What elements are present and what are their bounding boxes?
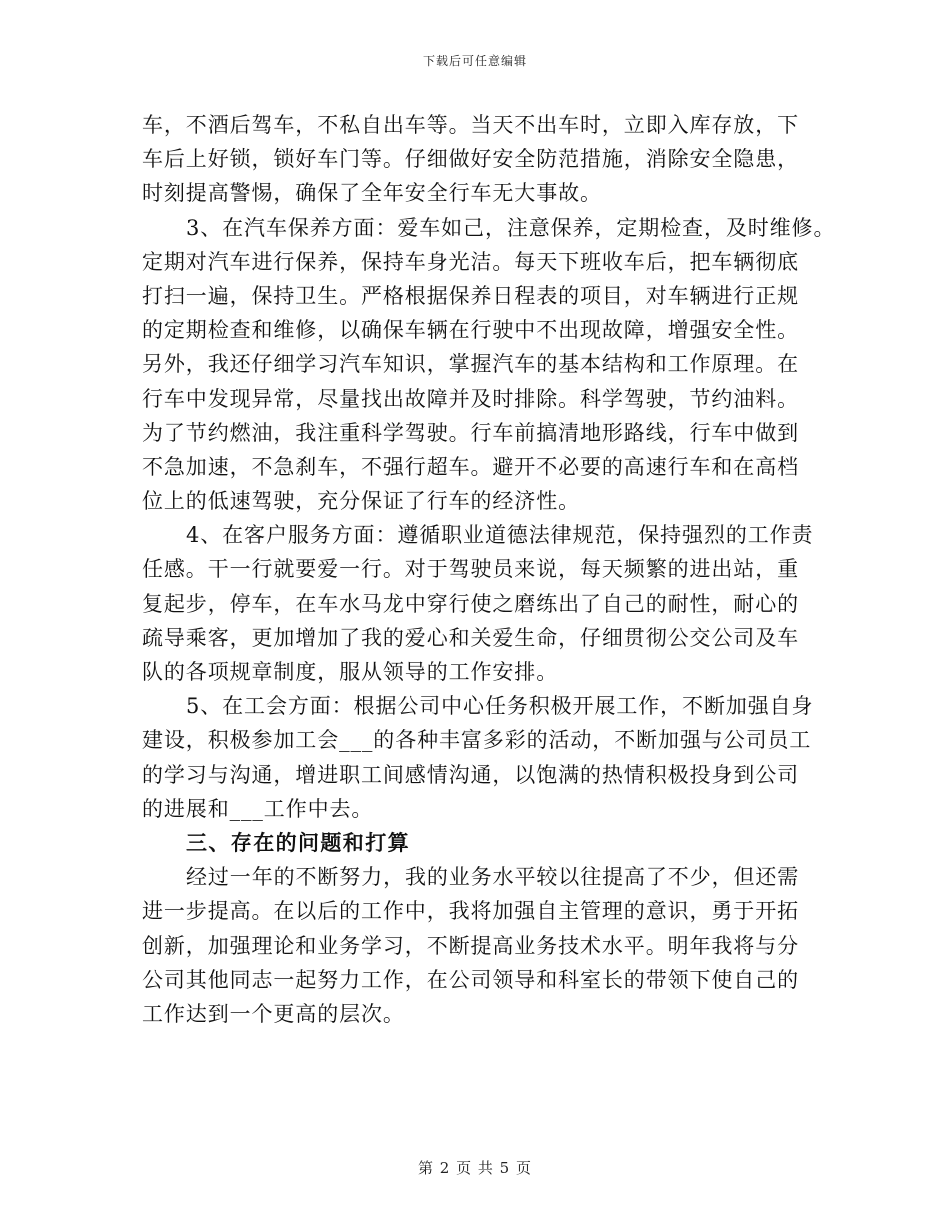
paragraph-line: 车，不酒后驾车，不私自出车等。当天不出车时，立即入库存放，下 — [142, 113, 799, 137]
paragraph-line: 位上的低速驾驶，充分保证了行车的经济性。 — [142, 489, 580, 514]
paragraph-line: 的进展和___工作中去。 — [142, 796, 374, 821]
paragraph-line: 3、在汽车保养方面：爱车如己，注意保养，定期检查，及时维修。 — [186, 215, 836, 240]
paragraph-line: 经过一年的不断努力，我的业务水平较以往提高了不少，但还需 — [186, 865, 800, 890]
paragraph-line: 不急加速，不急刹车，不强行超车。避开不必要的高速行车和在高档 — [142, 454, 799, 479]
paragraph-line: 复起步，停车，在车水马龙中穿行使之磨练出了自己的耐性，耐心的 — [142, 591, 799, 616]
section-heading: 三、存在的问题和打算 — [186, 830, 410, 855]
paragraph-line: 为了节约燃油，我注重科学驾驶。行车前搞清地形路线，行车中做到 — [142, 420, 799, 445]
paragraph-line: 5、在工会方面：根据公司中心任务积极开展工作，不断加强自身 — [186, 694, 814, 719]
paragraph-line: 车后上好锁，锁好车门等。仔细做好安全防范措施，消除安全隐患， — [142, 147, 799, 172]
paragraph-line: 打扫一遍，保持卫生。严格根据保养日程表的项目，对车辆进行正规 — [142, 283, 799, 308]
paragraph-line: 公司其他同志一起努力工作，在公司领导和科室长的带领下使自己的 — [142, 967, 799, 992]
paragraph-line: 创新，加强理论和业务学习，不断提高业务技术水平。明年我将与分 — [142, 933, 799, 958]
paragraph-line: 4、在客户服务方面：遵循职业道德法律规范，保持强烈的工作责 — [186, 523, 814, 548]
page-number: 第 2 页 共 5 页 — [418, 1159, 532, 1177]
page-header: 下载后可任意编辑 — [422, 54, 527, 68]
paragraph-line: 定期对汽车进行保养，保持车身光洁。每天下班收车后，把车辆彻底 — [142, 249, 799, 274]
paragraph-line: 疏导乘客，更加增加了我的爱心和关爱生命，仔细贯彻公交公司及车 — [142, 625, 799, 650]
paragraph-line: 进一步提高。在以后的工作中，我将加强自主管理的意识，勇于开拓 — [142, 899, 799, 924]
paragraph-line: 的学习与沟通，增进职工间感情沟通，以饱满的热情积极投身到公司 — [142, 762, 799, 787]
paragraph-line: 工作达到一个更高的层次。 — [142, 1001, 405, 1026]
paragraph-line: 的定期检查和维修，以确保车辆在行驶中不出现故障，增强安全性。 — [142, 318, 799, 343]
paragraph-line: 任感。干一行就要爱一行。对于驾驶员来说，每天频繁的进出站，重 — [142, 557, 799, 582]
paragraph-line: 队的各项规章制度，服从领导的工作安排。 — [142, 660, 559, 684]
paragraph-line: 另外，我还仔细学习汽车知识，掌握汽车的基本结构和工作原理。在 — [142, 352, 799, 377]
paragraph-line: 时刻提高警惕，确保了全年安全行车无大事故。 — [142, 181, 602, 206]
paragraph-line: 行车中发现异常，尽量找出故障并及时排除。科学驾驶，节约油料。 — [142, 386, 799, 411]
paragraph-line: 建设，积极参加工会___的各种丰富多彩的活动，不断加强与公司员工 — [142, 728, 812, 753]
document-body — [142, 108, 836, 1031]
